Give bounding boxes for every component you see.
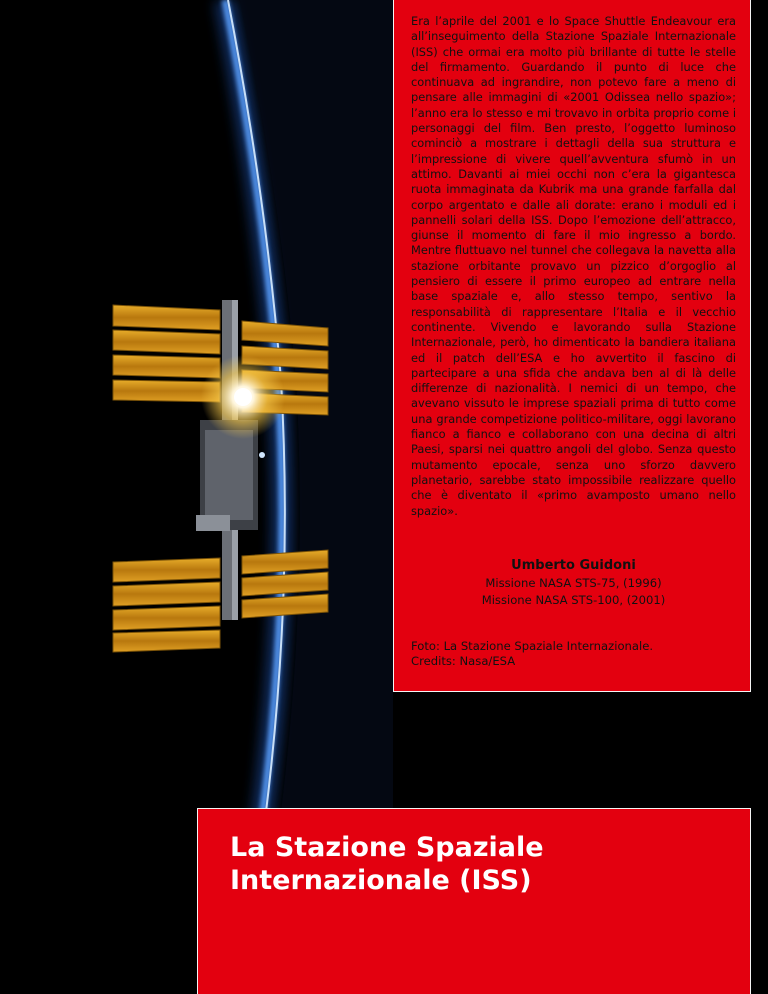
article-box (393, 0, 751, 692)
page-title-line: La Stazione Spaziale (230, 832, 544, 863)
article-body: Era l’aprile del 2001 e lo Space Shuttle Endeavour era all’inseguimento della Stazione Spaziale Internazionale (ISS) che ormai era molto più brillante di tutte le stelle del firmamento. Guardando il punto di luce che continuava ad ingrandire, non potevo fare a meno di pensare alle immagini di «2001 Odissea nello spazio»; l’anno era lo stesso e mi trovavo in orbita proprio come i personaggi del film. Ben presto, l’oggetto luminoso cominciò a mostrare i dettagli della sua struttura e l’impressione di vivere quell’avventura sfumò in un attimo. Davanti ai miei occhi non c’era la gigantesca ruota immaginata da Kubrik ma una grande farfalla dal corpo argentato e dalle ali dorate: erano i moduli ed i pannelli solari della ISS. Dopo l’emozione dell’attracco, giunse il momento di fare il mio ingresso a bordo. Mentre fluttuavo nel tunnel che collegava la navetta alla stazione orbitante provavo un pizzico d’orgoglio al pensiero di essere il primo europeo ad entrare nella base spaziale e, allo stesso tempo, sentivo la responsabilità di rappresentare l’Italia e il vecchio continente. Vivendo e lavorando sulla Stazione Internazionale, però, ho dimenticato la bandiera italiana ed il patch dell’ESA e ho avvertito il fascino di partecipare a una sfida che andava ben al di là delle differenze di nazionalità. I nemici di un tempo, che avevano vissuto le imprese spaziali prima di tutto come una grande competizione politico-militare, oggi lavorano fianco a fianco e collaborano con una decina di altri Paesi, sparsi nei quattro angoli del globo. Senza questo mutamento epocale, senza uno sforzo davvero planetario, sarebbe stato impossibile realizzare quello che è diventato il «primo avamposto umano nello spazio». (411, 14, 736, 518)
author-block (411, 557, 736, 609)
mission-line: Missione NASA STS-100, (2001) (481, 592, 666, 607)
mission-line: Missione NASA STS-75, (1996) (485, 575, 662, 590)
caption-line: Foto: La Stazione Spaziale Internazionale. (411, 638, 654, 653)
author-name: Umberto Guidoni (511, 557, 636, 573)
title-box (197, 808, 751, 994)
page-title-line: Internazionale (ISS) (230, 865, 532, 896)
caption-line: Credits: Nasa/ESA (411, 654, 516, 669)
photo-caption (411, 639, 736, 670)
